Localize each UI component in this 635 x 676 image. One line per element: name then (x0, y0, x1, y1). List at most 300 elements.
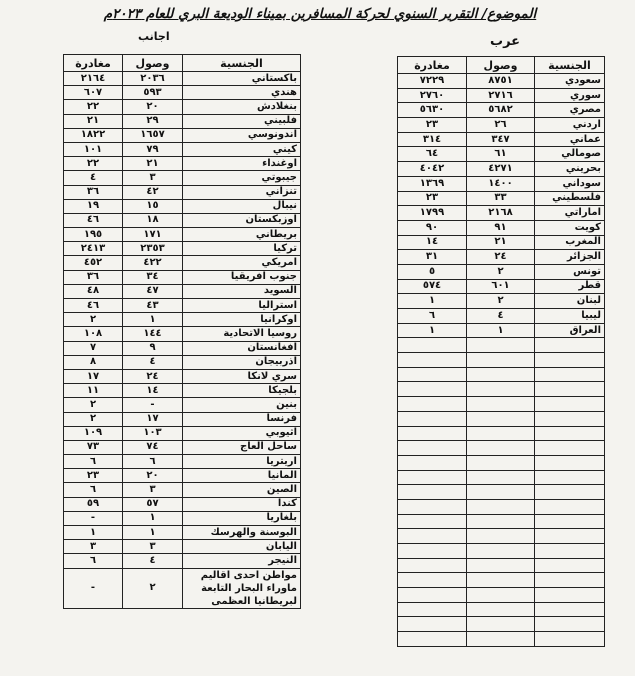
empty-cell (535, 588, 605, 603)
empty-row (398, 485, 605, 500)
arrival-cell: ٢٦ (467, 118, 535, 133)
empty-row (398, 617, 605, 632)
empty-cell (398, 397, 467, 412)
empty-row (398, 529, 605, 544)
departure-cell: ١٨٢٢ (64, 128, 123, 142)
empty-cell (535, 514, 605, 529)
departure-cell: ٥٧٤ (398, 279, 467, 294)
arrival-cell: ١٧١ (123, 228, 183, 242)
empty-cell (467, 544, 535, 559)
table-row (64, 483, 301, 497)
empty-row (398, 573, 605, 588)
empty-cell (467, 632, 535, 647)
empty-cell (535, 558, 605, 573)
nationality-cell: النيجر (183, 554, 301, 568)
table-row (64, 72, 301, 86)
nationality-cell: لبنان (535, 294, 605, 309)
arrival-cell: ٣٣ (467, 191, 535, 206)
empty-cell (535, 485, 605, 500)
empty-cell (398, 602, 467, 617)
foreign-heading: اجانب (138, 30, 170, 43)
table-row (64, 455, 301, 469)
arrival-cell: ٥٩٣ (123, 86, 183, 100)
arrival-cell: ١ (467, 323, 535, 338)
empty-cell (467, 338, 535, 353)
table-row (64, 398, 301, 412)
departure-cell: ٧٢٢٩ (398, 74, 467, 89)
table-header-row (64, 55, 301, 72)
empty-row (398, 338, 605, 353)
arrival-cell: ٩ (123, 341, 183, 355)
empty-cell (398, 382, 467, 397)
empty-cell (467, 514, 535, 529)
table-row (64, 540, 301, 554)
empty-row (398, 382, 605, 397)
empty-cell (535, 426, 605, 441)
departure-cell: ٢٢ (64, 157, 123, 171)
arrival-cell: ٤٣ (123, 299, 183, 313)
nationality-cell: جيبوتي (183, 171, 301, 185)
nationality-cell: سري لانكا (183, 369, 301, 383)
departure-cell: ٤٦ (64, 213, 123, 227)
table-row (64, 284, 301, 298)
empty-cell (467, 382, 535, 397)
departure-cell: ٢٣ (398, 191, 467, 206)
arab-heading: عرب (490, 34, 521, 49)
arrival-cell: ٣٤ (123, 270, 183, 284)
departure-cell: ٤٥٢ (64, 256, 123, 270)
table-row (64, 440, 301, 454)
nationality-cell: سوري (535, 88, 605, 103)
table-row (398, 264, 605, 279)
column-header-departure: مغادرة (398, 57, 467, 74)
empty-cell (398, 573, 467, 588)
table-row (64, 554, 301, 568)
empty-cell (467, 397, 535, 412)
departure-cell: ٣٦ (64, 185, 123, 199)
departure-cell: ٢١ (64, 114, 123, 128)
nationality-cell: اوزبكستان (183, 213, 301, 227)
empty-cell (467, 485, 535, 500)
empty-row (398, 558, 605, 573)
arrival-cell: ٧٩ (123, 142, 183, 156)
empty-cell (467, 367, 535, 382)
arrival-cell: ٢ (123, 568, 183, 608)
table-row (64, 511, 301, 525)
departure-cell: ٥٦٣٠ (398, 103, 467, 118)
departure-cell: ١٠١ (64, 142, 123, 156)
empty-cell (535, 573, 605, 588)
empty-cell (535, 353, 605, 368)
departure-cell: ١٠٩ (64, 426, 123, 440)
empty-row (398, 632, 605, 647)
arrival-cell: ٢٧١٦ (467, 88, 535, 103)
nationality-cell: الجزائر (535, 250, 605, 265)
empty-cell (398, 514, 467, 529)
departure-cell: ١٧٩٩ (398, 206, 467, 221)
departure-cell: ٤٨ (64, 284, 123, 298)
departure-cell: ١ (398, 294, 467, 309)
arrival-cell: ٦٠١ (467, 279, 535, 294)
departure-cell: ٤ (64, 171, 123, 185)
table-row (64, 568, 301, 608)
nationality-cell: مصري (535, 103, 605, 118)
nationality-cell: المغرب (535, 235, 605, 250)
table-row (64, 270, 301, 284)
empty-cell (398, 367, 467, 382)
departure-cell: ٧٣ (64, 440, 123, 454)
empty-cell (467, 426, 535, 441)
nationality-cell: بنين (183, 398, 301, 412)
empty-row (398, 588, 605, 603)
departure-cell: ٦ (64, 483, 123, 497)
empty-cell (398, 617, 467, 632)
table-row (64, 526, 301, 540)
empty-cell (535, 602, 605, 617)
column-header-arrival: وصول (123, 55, 183, 72)
table-row (398, 147, 605, 162)
arrival-cell: ٤٢٢ (123, 256, 183, 270)
table-row (398, 118, 605, 133)
departure-cell: ٤٦ (64, 299, 123, 313)
arrival-cell: ٢٤ (123, 369, 183, 383)
empty-cell (467, 499, 535, 514)
arrival-cell: ١٨ (123, 213, 183, 227)
nationality-cell: سعودي (535, 74, 605, 89)
departure-cell: ٩٠ (398, 220, 467, 235)
arrival-cell: ١ (123, 526, 183, 540)
nationality-cell: بحريني (535, 162, 605, 177)
departure-cell: ١٧ (64, 369, 123, 383)
empty-cell (467, 455, 535, 470)
empty-row (398, 514, 605, 529)
empty-cell (467, 573, 535, 588)
nationality-cell: هندي (183, 86, 301, 100)
empty-cell (398, 426, 467, 441)
nationality-cell: ساحل العاج (183, 440, 301, 454)
arrival-cell: ٢٠ (123, 469, 183, 483)
empty-cell (398, 632, 467, 647)
empty-cell (398, 441, 467, 456)
nationality-cell: روسيا الاتحادية (183, 327, 301, 341)
nationality-cell: المانيا (183, 469, 301, 483)
nationality-cell: جنوب افريقيا (183, 270, 301, 284)
empty-cell (398, 558, 467, 573)
table-row (64, 199, 301, 213)
table-row (398, 294, 605, 309)
table-row (64, 313, 301, 327)
arrival-cell: ٤ (467, 309, 535, 324)
table-row (64, 185, 301, 199)
table-row (398, 88, 605, 103)
empty-cell (467, 558, 535, 573)
arrival-cell: ٤٢ (123, 185, 183, 199)
arrival-cell: ٢٩ (123, 114, 183, 128)
table-row (398, 279, 605, 294)
table-row (64, 384, 301, 398)
table-row (64, 369, 301, 383)
table-row (64, 213, 301, 227)
table-row (64, 142, 301, 156)
column-header-arrival: وصول (467, 57, 535, 74)
arrival-cell: ١٤٤ (123, 327, 183, 341)
empty-row (398, 499, 605, 514)
nationality-cell: تونس (535, 264, 605, 279)
nationality-cell: اثيوبي (183, 426, 301, 440)
nationality-cell: السويد (183, 284, 301, 298)
nationality-cell: مواطن احدى اقاليم ماوراء البحار التابعة لبريطانيا العظمى (183, 568, 301, 608)
departure-cell: ٦ (398, 309, 467, 324)
table-row (64, 86, 301, 100)
empty-cell (398, 529, 467, 544)
departure-cell: ٦ (64, 554, 123, 568)
nationality-cell: اوغنداء (183, 157, 301, 171)
empty-cell (467, 529, 535, 544)
departure-cell: ١٩ (64, 199, 123, 213)
arrival-cell: ٢٠ (123, 100, 183, 114)
nationality-cell: قطر (535, 279, 605, 294)
nationality-cell: اريتريا (183, 455, 301, 469)
arrival-cell: ٦١ (467, 147, 535, 162)
nationality-cell: كيني (183, 142, 301, 156)
arrival-cell: ١ (123, 511, 183, 525)
empty-cell (467, 617, 535, 632)
arrival-cell: ٢٤ (467, 250, 535, 265)
departure-cell: ٣ (64, 540, 123, 554)
empty-cell (467, 441, 535, 456)
arrival-cell: ١٠٣ (123, 426, 183, 440)
table-row (398, 309, 605, 324)
table-row (398, 103, 605, 118)
departure-cell: ٢١٦٤ (64, 72, 123, 86)
arrival-cell: ٤ (123, 355, 183, 369)
table-row (64, 299, 301, 313)
table-row (64, 341, 301, 355)
arrival-cell: ٣ (123, 540, 183, 554)
column-header-departure: مغادرة (64, 55, 123, 72)
empty-cell (398, 470, 467, 485)
nationality-cell: صومالي (535, 147, 605, 162)
table-row (64, 327, 301, 341)
arrival-cell: ٥٦٨٢ (467, 103, 535, 118)
empty-cell (535, 367, 605, 382)
empty-cell (535, 470, 605, 485)
arrival-cell: ٤٢٧١ (467, 162, 535, 177)
empty-row (398, 602, 605, 617)
nationality-cell: كندا (183, 497, 301, 511)
empty-row (398, 455, 605, 470)
departure-cell: ٢٣ (64, 469, 123, 483)
empty-cell (398, 455, 467, 470)
arrival-cell: ٢١ (467, 235, 535, 250)
table-row (64, 157, 301, 171)
table-row (64, 242, 301, 256)
arab-table-body (398, 74, 605, 647)
empty-row (398, 411, 605, 426)
nationality-cell: افغانستان (183, 341, 301, 355)
departure-cell: ٥ (398, 264, 467, 279)
nationality-cell: تركيا (183, 242, 301, 256)
arrival-cell: ٨٧٥١ (467, 74, 535, 89)
arrival-cell: ٣ (123, 171, 183, 185)
nationality-cell: فلبيني (183, 114, 301, 128)
table-row (64, 100, 301, 114)
empty-row (398, 544, 605, 559)
table-row (64, 497, 301, 511)
table-row (64, 426, 301, 440)
departure-cell: ٦٤ (398, 147, 467, 162)
nationality-cell: الصين (183, 483, 301, 497)
empty-row (398, 426, 605, 441)
arrival-cell: ١٥ (123, 199, 183, 213)
departure-cell: ٢٤١٣ (64, 242, 123, 256)
page-title: الموضوع/ التقرير السنوي لحركة المسافرين بميناء الوديعة البري للعام ٢٠٢٣م (103, 6, 537, 22)
departure-cell: ٦٠٧ (64, 86, 123, 100)
departure-cell: ١ (398, 323, 467, 338)
empty-cell (467, 353, 535, 368)
empty-cell (398, 353, 467, 368)
arrival-cell: ٢ (467, 294, 535, 309)
table-row (64, 355, 301, 369)
empty-cell (398, 411, 467, 426)
empty-cell (467, 588, 535, 603)
foreign-travelers-table (63, 54, 301, 609)
nationality-cell: اردني (535, 118, 605, 133)
empty-cell (398, 588, 467, 603)
arrival-cell: ٥٧ (123, 497, 183, 511)
table-row (64, 412, 301, 426)
nationality-cell: تنزاني (183, 185, 301, 199)
nationality-cell: امريكي (183, 256, 301, 270)
departure-cell: ٣٦ (64, 270, 123, 284)
empty-cell (467, 411, 535, 426)
nationality-cell: بلغاريا (183, 511, 301, 525)
empty-cell (535, 499, 605, 514)
departure-cell: ١٩٥ (64, 228, 123, 242)
arrival-cell: ٢٠٣٦ (123, 72, 183, 86)
departure-cell: ٢٧٦٠ (398, 88, 467, 103)
empty-cell (535, 441, 605, 456)
table-header-row (398, 57, 605, 74)
departure-cell: ١٣٦٩ (398, 176, 467, 191)
arrival-cell: ٢١٦٨ (467, 206, 535, 221)
departure-cell: ٨ (64, 355, 123, 369)
arrival-cell: ٤ (123, 554, 183, 568)
empty-row (398, 470, 605, 485)
departure-cell: ١١ (64, 384, 123, 398)
arrival-cell: ١٤ (123, 384, 183, 398)
table-row (398, 132, 605, 147)
table-row (64, 469, 301, 483)
table-row (64, 171, 301, 185)
empty-cell (398, 485, 467, 500)
nationality-cell: اوكرانيا (183, 313, 301, 327)
arrival-cell: ١٧ (123, 412, 183, 426)
nationality-cell: كويت (535, 220, 605, 235)
empty-cell (535, 338, 605, 353)
empty-cell (535, 632, 605, 647)
arrival-cell: ٢٣٥٣ (123, 242, 183, 256)
table-row (64, 228, 301, 242)
departure-cell: ٤٠٤٢ (398, 162, 467, 177)
nationality-cell: سوداني (535, 176, 605, 191)
table-row (64, 256, 301, 270)
empty-cell (535, 397, 605, 412)
departure-cell: - (64, 511, 123, 525)
departure-cell: - (64, 568, 123, 608)
nationality-cell: استراليا (183, 299, 301, 313)
table-row (398, 206, 605, 221)
departure-cell: ١٤ (398, 235, 467, 250)
empty-cell (467, 602, 535, 617)
nationality-cell: بنغلادش (183, 100, 301, 114)
table-row (64, 128, 301, 142)
empty-cell (535, 544, 605, 559)
arrival-cell: ٤٧ (123, 284, 183, 298)
nationality-cell: فرنسا (183, 412, 301, 426)
departure-cell: ٢ (64, 398, 123, 412)
empty-cell (398, 499, 467, 514)
arrival-cell: ٦ (123, 455, 183, 469)
foreign-table-body (64, 72, 301, 609)
table-row (398, 162, 605, 177)
table-row (398, 191, 605, 206)
departure-cell: ٢ (64, 412, 123, 426)
empty-cell (535, 382, 605, 397)
departure-cell: ٣١٤ (398, 132, 467, 147)
empty-cell (467, 470, 535, 485)
empty-cell (535, 411, 605, 426)
empty-cell (535, 617, 605, 632)
departure-cell: ١٠٨ (64, 327, 123, 341)
nationality-cell: باكستاني (183, 72, 301, 86)
nationality-cell: ليبيا (535, 309, 605, 324)
table-row (398, 74, 605, 89)
empty-cell (398, 544, 467, 559)
departure-cell: ٣١ (398, 250, 467, 265)
arrival-cell: ١٦٥٧ (123, 128, 183, 142)
empty-cell (398, 338, 467, 353)
arrival-cell: ٣٤٧ (467, 132, 535, 147)
arrival-cell: ٢١ (123, 157, 183, 171)
nationality-cell: اذربيجان (183, 355, 301, 369)
departure-cell: ٢٣ (398, 118, 467, 133)
nationality-cell: العراق (535, 323, 605, 338)
departure-cell: ٢ (64, 313, 123, 327)
nationality-cell: نيبال (183, 199, 301, 213)
table-row (64, 114, 301, 128)
arrival-cell: - (123, 398, 183, 412)
column-header-nationality: الجنسية (183, 55, 301, 72)
nationality-cell: اماراتي (535, 206, 605, 221)
empty-cell (535, 529, 605, 544)
departure-cell: ٦ (64, 455, 123, 469)
table-row (398, 235, 605, 250)
empty-row (398, 353, 605, 368)
arrival-cell: ٢ (467, 264, 535, 279)
table-row (398, 176, 605, 191)
empty-row (398, 441, 605, 456)
departure-cell: ٧ (64, 341, 123, 355)
nationality-cell: بريطاني (183, 228, 301, 242)
arrival-cell: ١ (123, 313, 183, 327)
nationality-cell: فلسطيني (535, 191, 605, 206)
nationality-cell: بلجيكا (183, 384, 301, 398)
empty-row (398, 397, 605, 412)
departure-cell: ١ (64, 526, 123, 540)
table-row (398, 323, 605, 338)
table-row (398, 250, 605, 265)
